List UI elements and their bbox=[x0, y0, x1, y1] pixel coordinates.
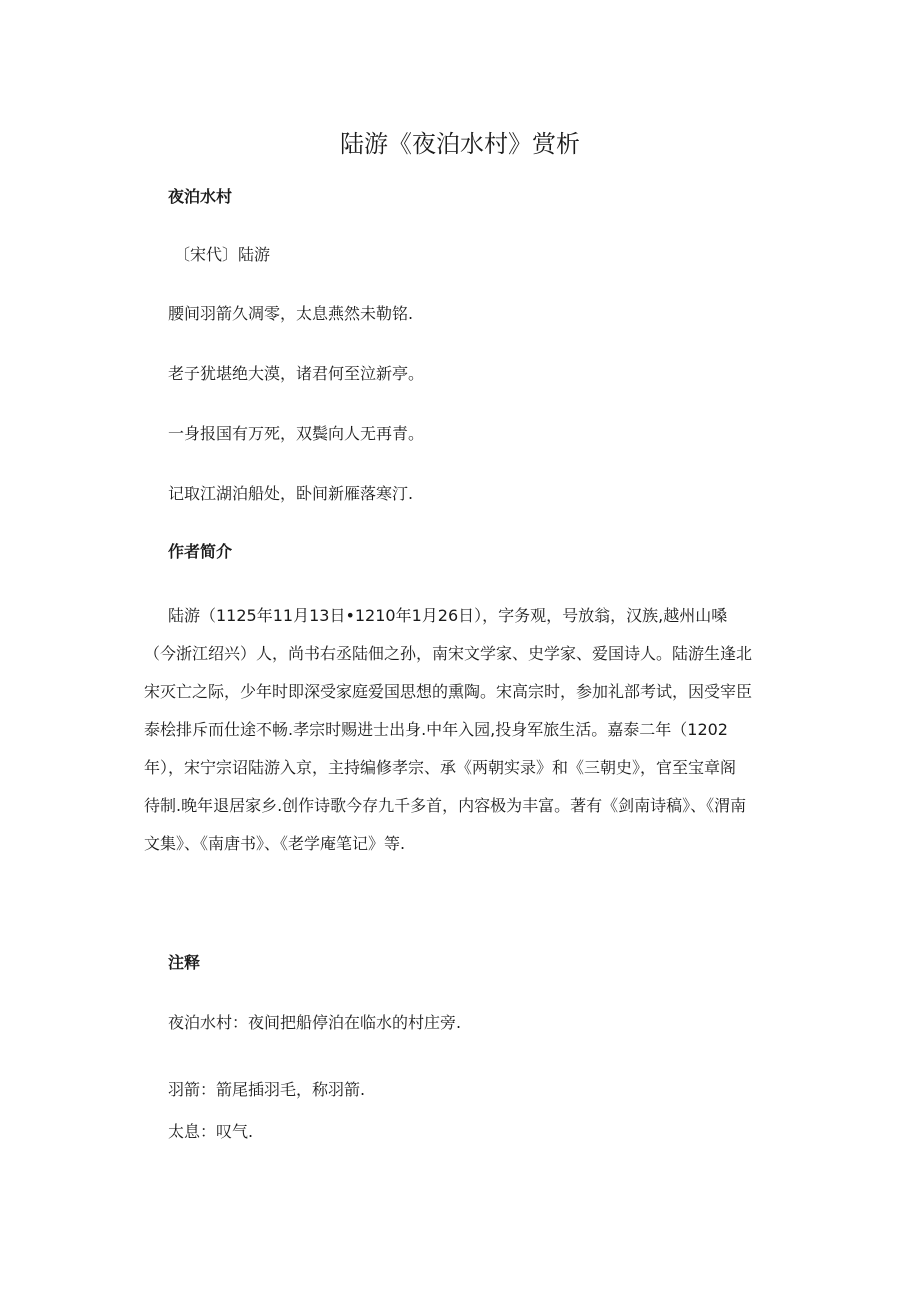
bio-line: 文集》、《南唐书》、《老学庵笔记》等. bbox=[144, 834, 406, 853]
bio-line: 陆游（1125年11月13日•1210年1月26日），字务观，号放翁，汉族,越州山嗓 bbox=[168, 606, 728, 625]
bio-line: 待制.晚年退居家乡.创作诗歌今存九千多首，内容极为丰富。著有《剑南诗稿》、《渭南 bbox=[144, 796, 747, 815]
poem-line: 腰间羽箭久凋零，太息燕然未勒铭. bbox=[168, 304, 414, 323]
poem-dynasty-author: 〔宋代〕陆游 bbox=[174, 245, 271, 264]
poem-heading: 夜泊水村 bbox=[168, 187, 233, 206]
bio-line: 泰桧排斥而仕途不畅.孝宗时赐进士出身.中年入园,投身军旅生活。嘉泰二年（1202 bbox=[144, 720, 728, 739]
note-item: 夜泊水村：夜间把船停泊在临水的村庄旁. bbox=[168, 1013, 462, 1032]
bio-line: 宋灭亡之际，少年时即深受家庭爱国思想的熏陶。宋高宗时，参加礼部考试，因受宰臣 bbox=[144, 682, 753, 701]
bio-line: （今浙江绍兴）人，尚书右丞陆佃之孙，南宋文学家、史学家、爱国诗人。陆游生逢北 bbox=[144, 644, 753, 663]
notes-heading: 注释 bbox=[168, 953, 201, 972]
author-bio bbox=[144, 597, 788, 863]
poem-line: 老子犹堪绝大漠，诸君何至泣新亭。 bbox=[168, 364, 425, 383]
note-item: 羽箭：箭尾插羽毛，称羽箭. bbox=[168, 1080, 366, 1099]
poem-line: 记取江湖泊船处，卧间新雁落寒汀. bbox=[168, 484, 414, 503]
poem-line: 一身报国有万死，双鬓向人无再青。 bbox=[168, 424, 425, 443]
note-item: 太息：叹气. bbox=[168, 1122, 254, 1141]
author-heading: 作者简介 bbox=[168, 542, 233, 561]
page-title: 陆游《夜泊水村》赏析 bbox=[340, 130, 580, 158]
bio-line: 年），宋宁宗诏陆游入京，主持编修孝宗、承《两朝实录》和《三朝史》，官至宝章阁 bbox=[144, 758, 737, 777]
